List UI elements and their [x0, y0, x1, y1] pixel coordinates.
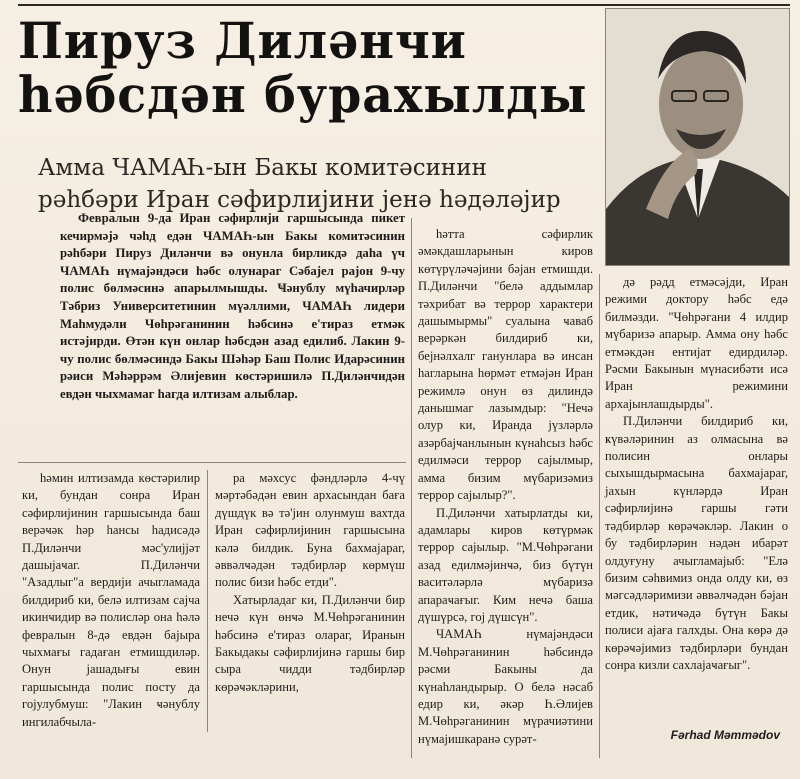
column-2-paragraph-2: Хатырладаг ки, П.Диләнчи бир нечә күн өнҹә М.Чөһрәганинин һәбсинә е'тираз олараг, Иранын Бакыдакы сәфирлијинә гаршы бир сыра чидди тәдбирләр көрәҹәкләрини,	[215, 592, 405, 694]
top-rule	[18, 4, 790, 6]
subheadline-line-2: рәһбәри Иран сәфирлијини јенә һәдәләјир	[38, 187, 561, 213]
lead-divider	[18, 462, 406, 463]
article-column-2	[215, 470, 405, 696]
subheadline-line-1: Амма ЧАМАҺ-ын Бакы комитәсинин	[38, 155, 487, 181]
column-4-paragraph-2: П.Диләнчи билдириб ки, ҝүвәләринин аз олмасына вә полисин онлары сыхышдырмасына бахмајараг, јахын күнләрдә Иран сәфирлијинә гаршы гәти тәдбирләр көрәҹәкләр. Лакин о бу тәдбирләрин нәдән ибарәт олдуғуну ачыгламајыб: "Елә бизим сәһвимиз онда олду ки, өз мәгсәдләримизи әввәлҹәдән бәјан етдик, нәтиҹәдә бүтүн Бакы полиси ајаға галхды. Она көрә дә көрәҹәјимиз тәдбирләри бундан сонра кизли сахлајаҹағыг".	[605, 414, 788, 672]
article-column-1	[22, 470, 200, 731]
column-divider-3	[599, 274, 600, 758]
lead-paragraph	[60, 210, 405, 404]
portrait-photo	[605, 8, 790, 266]
headline-line-2: һәбсдән бурахылды	[18, 65, 588, 124]
portrait-image	[606, 9, 790, 266]
column-3-paragraph-3: ЧАМАҺ нүмајәндәси М.Чөһрәганинин һәбсиндә рәсми Бакыны да күнаһландырыр. О белә нәсаб едир ки, әкәр Һ.Әлијев М.Чөһрәганинин мүрачиәтини нүмајишкаранә сурәт-	[418, 627, 593, 746]
column-3-paragraph-2: П.Диләнчи хатырлатды ки, адамлары киров көтүрмәк террор сајылыр. "М.Чөһрәгани азад едилмәјинҹә, биз бүтүн васитәләрлә мүбаризә апараҹағыг. Ким нечә баша дүшүрсә, гој дүшсүн".	[418, 505, 593, 624]
article-column-3	[418, 226, 593, 748]
column-3-paragraph-1: һәтта сәфирлик әмәкдашларынын киров көтүрүләҹәјини бәјан етмишди. П.Диләнчи "белә аддымлар тәхрибат вә террор характери дашымырмы" суалына ҹаваб верәркән билдириб ки, бејнәлхалг ганунлара вә инсан һагларына һөрмәт етмәјән Иран режимлә онун өз дилиндә данышмаг лазымдыр: "Нечә олур ки, Иранда јүзләрлә азәрбајҹанлынын күнаһсыз һәбс едилмәси террор сајылмыр, амма бизим мүбаризәмиз террор сајылыр?".	[418, 227, 593, 503]
headline	[18, 11, 588, 124]
column-2-paragraph-1: ра мәхсус фәндләрлә 4-чү мәртәбәдән евин архасындан баға дүшдүк вә тә'јин олунмуш вахтда Иран сәфирлијинин гаршысына кәлә билдик. Буна бахмајараг, әввәлҹәдән тәдбирләр көрмүш полис бизи һәбс етди".	[215, 471, 405, 590]
column-divider-2	[411, 218, 412, 758]
column-4-paragraph-1: дә рәдд етмәсәjди, Иран режими доктору һәбс едә билмәзди. "Чөһрәгани 4 илдир мүбаризә апарыр. Амма ону һәбс етмәкдән ентијат едирдиләр. Рәсми Бакынын мүнасибәти исә Иран режимини архајынлашдырды".	[605, 275, 788, 411]
article-column-4	[605, 274, 788, 674]
column-divider-1	[207, 470, 208, 732]
lead-text: Февралын 9-да Иран сәфирлији гаршысында пикет кечирмәјә чәһд едән ЧАМАҺ-ын Бакы комитәсинин рәһбәри Пируз Диләнчи вә онунла бирликдә даһа үч ЧАМАҺ нүмајәндәси һәбс олунараг Сәбаjел рајон 9-чу полис бөлмәсинә апарылмышды. Ҹәнублу мүһачирләр Тәбриз Университетинин мүәллими, ЧАМАҺ лидери Маһмудәли Чөһрәганинин һәбсинә е'тираз етмәк истәјирди. Өтән күн онлар һәбсдән азад едилиб. Лакин 9-чу полис бөлмәсиндә Бакы Шәһәр Баш Полис Идарәсинин рәиси Мәһәррәм Әлијевин көстәришилә П.Диләнчидән евдән чыхмамаг һагда илтизам алыблар.	[60, 211, 405, 401]
column-1-paragraph-1: һәмин илтизамда көстәрилир ки, бундан сонра Иран сәфирлијинин гаршысында баш верәҹәк һәр һансы һадисәдә П.Диләнчи мәс'улијјәт дашыјаҹаг. П.Диләнчи "Азадлыг"а вердији ачыгламада билдириб ки, белә илтизам саjча икинҹидир вә полисләр она һәлә февралын 8-дә евдән бајыра чыхмағы гадаған етмишдиләр. Онун јашадығы евин гаршысында полис посту да гојулубмуш: "Лакин ҹәнублу ингилабчыла-	[22, 471, 200, 729]
headline-line-1: Пируз Диләнчи	[18, 11, 467, 70]
author-byline: Fәrhad Mәmmәdov	[670, 728, 780, 742]
subheadline	[38, 152, 598, 216]
